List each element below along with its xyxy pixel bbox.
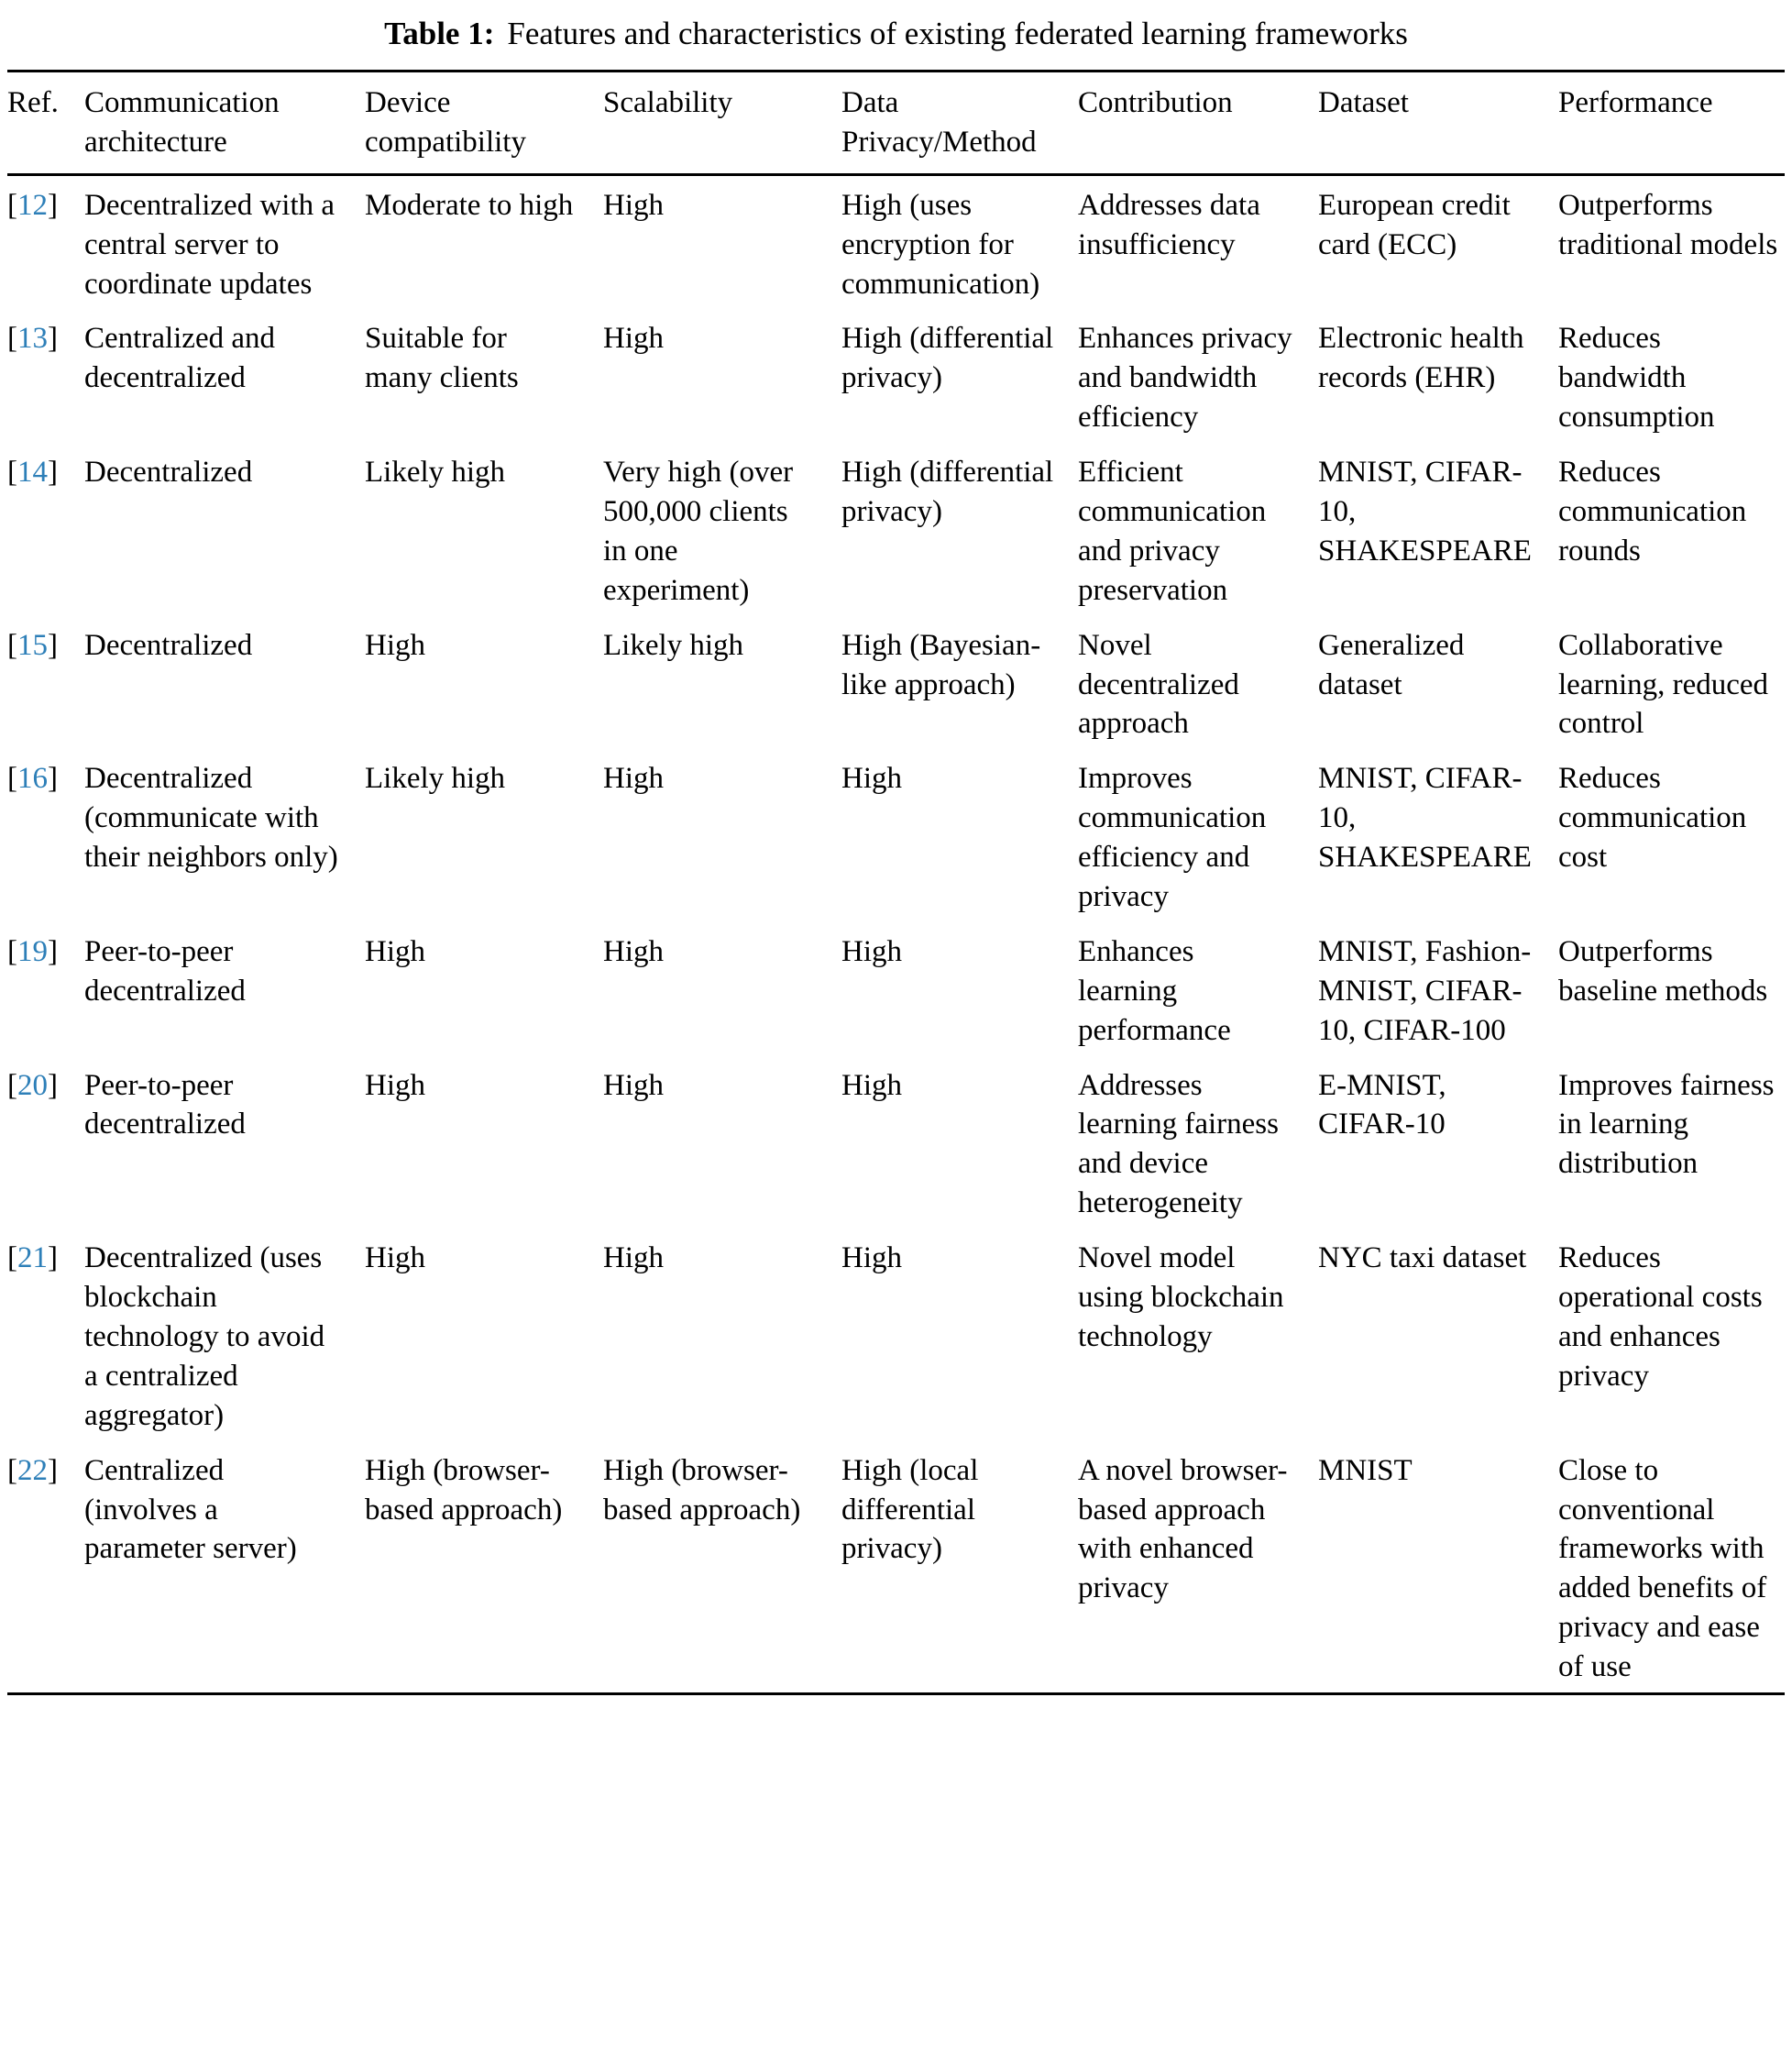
table-caption-text: Features and characteristics of existing federated learning frameworks xyxy=(507,16,1408,51)
ref-cell: [19] xyxy=(7,934,58,968)
table-cell: European credit card (ECC) xyxy=(1318,188,1511,261)
table-cell: High (Bayesian-like approach) xyxy=(841,628,1041,701)
column-header-scalability: Scalability xyxy=(603,72,841,175)
table-cell: MNIST, CIFAR-10, SHAKESPEARE xyxy=(1318,762,1532,875)
column-header-performance: Performance xyxy=(1558,72,1785,175)
table-cell: High (local differential privacy) xyxy=(841,1453,979,1566)
ref-cell: [13] xyxy=(7,322,58,356)
table-cell: High (uses encryption for communication) xyxy=(841,188,1040,301)
table-cell: High xyxy=(603,322,664,356)
table-cell: High xyxy=(365,934,425,968)
table-cell: Outperforms baseline methods xyxy=(1558,934,1768,1008)
table-cell: Enhances privacy and bandwidth efficiency xyxy=(1078,322,1292,435)
table-cell: High xyxy=(841,934,902,968)
table-cell: Suitable for many clients xyxy=(365,322,519,395)
table-header xyxy=(7,72,1785,175)
table-cell: NYC taxi dataset xyxy=(1318,1241,1527,1275)
column-header-device-compatibility: Device compatibility xyxy=(365,72,603,175)
table-cell: A novel browser-based approach with enhanced privacy xyxy=(1078,1453,1288,1605)
table-cell: Very high (over 500,000 clients in one experiment) xyxy=(603,456,794,607)
ref-cell: [16] xyxy=(7,762,58,796)
table-cell: Addresses data insufficiency xyxy=(1078,188,1260,261)
citation-link[interactable]: 14 xyxy=(17,456,48,490)
table-row xyxy=(7,1441,1785,1694)
table-cell: Collaborative learning, reduced control xyxy=(1558,628,1769,741)
table-cell: Decentralized (communicate with their neighbors only) xyxy=(84,762,338,875)
table-cell: Outperforms traditional models xyxy=(1558,188,1778,261)
table-cell: High xyxy=(841,762,902,796)
table-cell: Generalized dataset xyxy=(1318,628,1465,701)
table-cell: E-MNIST, CIFAR-10 xyxy=(1318,1068,1446,1141)
table-cell: Centralized and decentralized xyxy=(84,322,275,395)
header-row xyxy=(7,72,1785,175)
features-table xyxy=(7,70,1785,1695)
table-cell: Peer-to-peer decentralized xyxy=(84,934,246,1008)
table-cell: Enhances learning performance xyxy=(1078,934,1231,1047)
citation-link[interactable]: 15 xyxy=(17,628,48,662)
table-cell: High xyxy=(603,762,664,796)
table-row xyxy=(7,1056,1785,1229)
column-header-communication-architecture: Communication architecture xyxy=(84,72,365,175)
citation-link[interactable]: 19 xyxy=(17,934,48,968)
citation-link[interactable]: 20 xyxy=(17,1068,48,1102)
table-cell: Likely high xyxy=(603,628,744,662)
table-cell: Decentralized xyxy=(84,628,253,662)
table-cell: High (differential privacy) xyxy=(841,322,1054,395)
table-cell: High xyxy=(365,1068,425,1102)
table-cell: Close to conventional frameworks with added benefits of privacy and ease of use xyxy=(1558,1453,1767,1684)
table-cell: Centralized (involves a parameter server) xyxy=(84,1453,297,1566)
ref-cell: [12] xyxy=(7,188,58,222)
table-row xyxy=(7,922,1785,1056)
table-cell: High xyxy=(603,934,664,968)
citation-link[interactable]: 22 xyxy=(17,1453,48,1487)
table-cell: Reduces communication rounds xyxy=(1558,456,1747,568)
table-cell: Improves fairness in learning distribution xyxy=(1558,1068,1775,1181)
table-row xyxy=(7,309,1785,443)
table-cell: High xyxy=(841,1241,902,1275)
citation-link[interactable]: 16 xyxy=(17,762,48,796)
table-cell: High xyxy=(603,1068,664,1102)
table-cell: Decentralized (uses blockchain technology to avoid a centralized aggregator) xyxy=(84,1241,325,1432)
table-cell: Reduces communication cost xyxy=(1558,762,1747,875)
table-caption-label: Table 1: xyxy=(384,16,495,51)
ref-cell: [22] xyxy=(7,1453,58,1487)
table-cell: Likely high xyxy=(365,762,506,796)
column-header-contribution: Contribution xyxy=(1078,72,1318,175)
ref-cell: [21] xyxy=(7,1241,58,1275)
ref-cell: [20] xyxy=(7,1068,58,1102)
table-cell: MNIST, Fashion-MNIST, CIFAR-10, CIFAR-100 xyxy=(1318,934,1532,1047)
table-cell: High xyxy=(365,1241,425,1275)
table-cell: Likely high xyxy=(365,456,506,490)
table-cell: Decentralized xyxy=(84,456,253,490)
table-cell: MNIST xyxy=(1318,1453,1413,1487)
citation-link[interactable]: 21 xyxy=(17,1241,48,1275)
ref-cell: [14] xyxy=(7,456,58,490)
table-cell: Electronic health records (EHR) xyxy=(1318,322,1524,395)
table-cell: Improves communication efficiency and privacy xyxy=(1078,762,1267,914)
table-cell: Addresses learning fairness and device heterogeneity xyxy=(1078,1068,1279,1220)
column-header-dataset: Dataset xyxy=(1318,72,1558,175)
citation-link[interactable]: 13 xyxy=(17,322,48,356)
table-cell: Reduces bandwidth consumption xyxy=(1558,322,1715,435)
table-cell: High (differential privacy) xyxy=(841,456,1054,529)
table-cell: Peer-to-peer decentralized xyxy=(84,1068,246,1141)
table-cell: Reduces operational costs and enhances privacy xyxy=(1558,1241,1763,1393)
table-cell: Novel decentralized approach xyxy=(1078,628,1239,741)
column-header-ref: Ref. xyxy=(7,72,84,175)
table-row xyxy=(7,443,1785,616)
citation-link[interactable]: 12 xyxy=(17,188,48,222)
table-body xyxy=(7,174,1785,1693)
table-cell: High xyxy=(603,1241,664,1275)
table-row xyxy=(7,1229,1785,1440)
table-cell: High xyxy=(603,188,664,222)
table-row xyxy=(7,616,1785,750)
table-row xyxy=(7,749,1785,922)
table-cell: High (browser-based approach) xyxy=(365,1453,563,1526)
table-cell: High xyxy=(841,1068,902,1102)
table-cell: MNIST, CIFAR-10, SHAKESPEARE xyxy=(1318,456,1532,568)
table-cell: High xyxy=(365,628,425,662)
ref-cell: [15] xyxy=(7,628,58,662)
table-cell: Moderate to high xyxy=(365,188,574,222)
table-cell: Novel model using blockchain technology xyxy=(1078,1241,1284,1353)
table-caption xyxy=(7,15,1785,53)
table-cell: Efficient communication and privacy preservation xyxy=(1078,456,1267,607)
table-cell: Decentralized with a central server to coordinate updates xyxy=(84,188,335,301)
column-header-data-privacy-method: Data Privacy/Method xyxy=(841,72,1078,175)
table-cell: High (browser-based approach) xyxy=(603,1453,801,1526)
table-row xyxy=(7,174,1785,309)
